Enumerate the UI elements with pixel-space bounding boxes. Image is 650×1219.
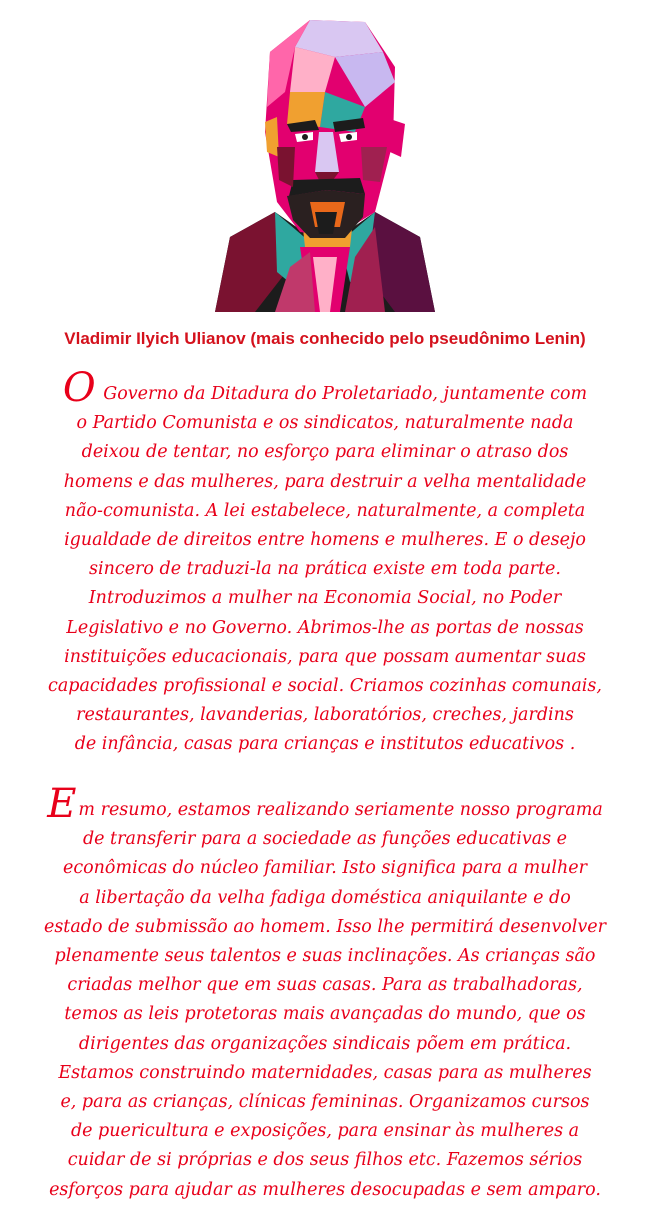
portrait-caption: Vladimir Ilyich Ulianov (mais conhecido pelo pseudônimo Lenin) bbox=[64, 329, 586, 348]
paragraph-line: igualdade de direitos entre homens e mulheres. E o desejo bbox=[64, 530, 586, 551]
paragraph-line: deixou de tentar, no esforço para eliminar o atraso dos bbox=[81, 442, 569, 463]
paragraph-line: e, para as crianças, clínicas femininas. Organizamos cursos bbox=[60, 1092, 590, 1113]
paragraph-line: temos as leis protetoras mais avançadas do mundo, que os bbox=[64, 1004, 586, 1025]
paragraph-line: homens e das mulheres, para destruir a velha mentalidade bbox=[63, 471, 587, 492]
quote-paragraph-1 bbox=[6, 365, 644, 760]
paragraph-line: estado de submissão ao homem. Isso lhe permitirá desenvolver bbox=[43, 916, 607, 937]
paragraph-line: a libertação da velha fadiga doméstica aniquilante e do bbox=[79, 887, 571, 908]
paragraph-line: Estamos construindo maternidades, casas para as mulheres bbox=[58, 1062, 592, 1083]
paragraph-line: dirigentes das organizações sindicais põem em prática. bbox=[78, 1033, 572, 1054]
paragraph-line: Em resumo, estamos realizando seriamente nosso programa bbox=[47, 781, 603, 827]
paragraph-line: Introduzimos a mulher na Economia Social, no Poder bbox=[88, 588, 562, 609]
paragraph-line: plenamente seus talentos e suas inclinações. As crianças são bbox=[54, 946, 596, 967]
paragraph-line: o Partido Comunista e os sindicatos, naturalmente nada bbox=[76, 413, 574, 434]
paragraph-line: econômicas do núcleo familiar. Isto significa para a mulher bbox=[62, 858, 588, 879]
paragraph-line: de puericultura e exposições, para ensinar às mulheres a bbox=[70, 1121, 580, 1142]
drop-cap: O bbox=[62, 365, 96, 411]
paragraph-line: sincero de traduzi-la na prática existe em toda parte. bbox=[89, 559, 561, 580]
paragraph-line: não-comunista. A lei estabelece, naturalmente, a completa bbox=[64, 500, 586, 521]
paragraph-line: capacidades profissional e social. Criamos cozinhas comunais, bbox=[48, 676, 602, 697]
paragraph-line: esforços para ajudar as mulheres desocupadas e sem amparo. bbox=[49, 1179, 601, 1200]
paragraph-line: cuidar de si próprias e dos seus filhos etc. Fazemos sérios bbox=[67, 1150, 583, 1171]
paragraph-line: instituições educacionais, para que possam aumentar suas bbox=[64, 646, 586, 667]
portrait-illustration bbox=[215, 12, 435, 312]
quote-paragraph-2 bbox=[6, 781, 644, 1205]
paragraph-line: de transferir para a sociedade as funções educativas e bbox=[82, 829, 568, 850]
paragraph-line: O Governo da Ditadura do Proletariado, juntamente com bbox=[62, 365, 588, 411]
paragraph-line: criadas melhor que em suas casas. Para as trabalhadoras, bbox=[67, 975, 583, 996]
paragraph-line: de infância, casas para crianças e institutos educativos . bbox=[74, 734, 576, 755]
lenin-portrait-icon bbox=[215, 12, 435, 312]
paragraph-line: restaurantes, lavanderias, laboratórios, creches, jardins bbox=[76, 705, 574, 726]
paragraph-line: Legislativo e no Governo. Abrimos-lhe as portas de nossas bbox=[66, 617, 584, 638]
drop-cap: E bbox=[47, 781, 77, 827]
